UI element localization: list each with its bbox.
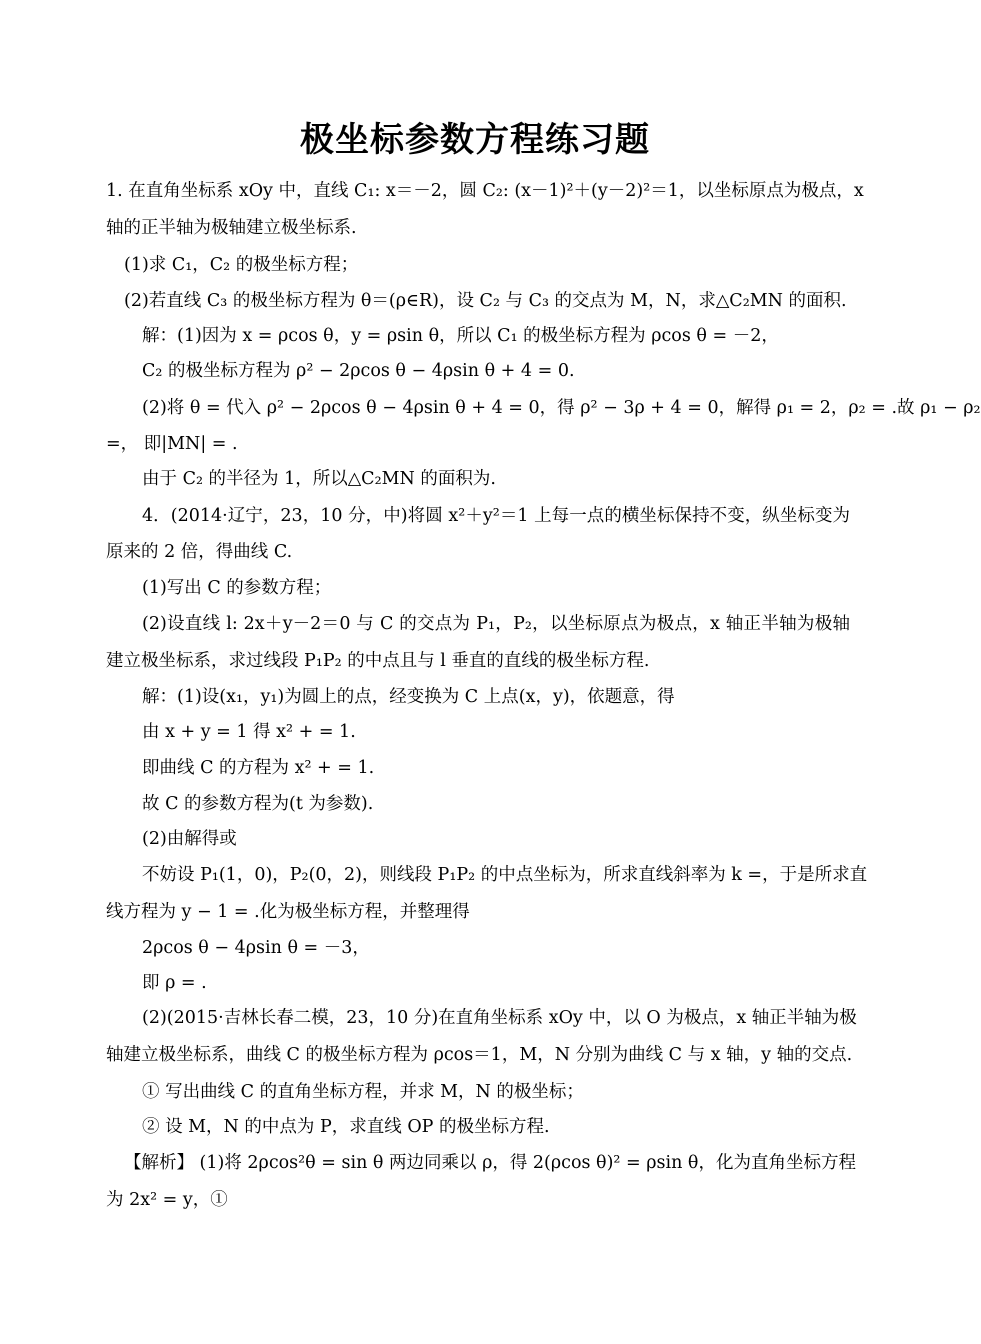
solution-1-line-3: (2)将 θ = 代入 ρ² − 2ρcos θ − 4ρsin θ + 4 = 0，得 ρ² − 3ρ + 4 = 0，解得 ρ₁ = 2，ρ₂ = .故 ρ₁ − ρ₂ [142,398,981,418]
analysis-line-2: 为 2x² = y，① [106,1190,228,1210]
solution-1-line-5: 由于 C₂ 的半径为 1，所以△C₂MN 的面积为. [142,469,496,489]
problem-4-part-2-line-2: 建立极坐标系，求过线段 P₁P₂ 的中点且与 l 垂直的直线的极坐标方程. [106,651,650,671]
solution-4-line-7: 线方程为 y − 1 = .化为极坐标方程，并整理得 [106,902,470,922]
problem-1-part-2: (2)若直线 C₃ 的极坐标方程为 θ＝(ρ∈R)，设 C₂ 与 C₃ 的交点为 M，N，求△C₂MN 的面积. [124,291,847,311]
solution-4-line-3: 即曲线 C 的方程为 x² + = 1. [142,758,375,778]
solution-4-line-2: 由 x + y = 1 得 x² + = 1. [142,722,356,742]
solution-1-line-1: 解：(1)因为 x = ρcos θ，y = ρsin θ，所以 C₁ 的极坐标方程为 ρcos θ = －2， [142,326,779,346]
solution-4-line-6: 不妨设 P₁(1，0)，P₂(0，2)，则线段 P₁P₂ 的中点坐标为，所求直线斜率为 k =，于是所求直 [142,865,868,885]
problem-1-line-2: 轴的正半轴为极轴建立极坐标系. [106,218,357,238]
problem-4-part-2-line-1: (2)设直线 l: 2x＋y－2＝0 与 C 的交点为 P₁，P₂，以坐标原点为极点，x 轴正半轴为极轴 [142,614,850,634]
page-title: 极坐标参数方程练习题 [300,120,650,160]
problem-2-part-2: ② 设 M，N 的中点为 P，求直线 OP 的极坐标方程. [142,1117,550,1137]
solution-4-line-5: (2)由解得或 [142,829,237,849]
solution-1-line-4: =， 即|MN| = . [106,434,238,454]
problem-4-part-1: (1)写出 C 的参数方程； [142,578,332,598]
solution-4-line-1: 解：(1)设(x₁，y₁)为圆上的点，经变换为 C 上点(x，y)，依题意，得 [142,687,675,707]
solution-4-line-9: 即 ρ = . [142,973,207,993]
problem-4-line-2: 原来的 2 倍，得曲线 C. [106,542,293,562]
problem-2-part-1: ① 写出曲线 C 的直角坐标方程，并求 M，N 的极坐标； [142,1082,584,1102]
solution-4-line-8: 2ρcos θ − 4ρsin θ = －3， [142,938,370,958]
analysis-line-1: 【解析】 (1)将 2ρcos²θ = sin θ 两边同乘以 ρ，得 2(ρcos θ)² = ρsin θ，化为直角坐标方程 [124,1153,856,1173]
problem-1-part-1: (1)求 C₁，C₂ 的极坐标方程； [124,255,359,275]
solution-4-line-4: 故 C 的参数方程为(t 为参数). [142,794,374,814]
problem-2-line-2: 轴建立极坐标系，曲线 C 的极坐标方程为 ρcos＝1，M，N 分别为曲线 C 与 x 轴，y 轴的交点. [106,1045,853,1065]
problem-4-line-1: 4．(2014·辽宁，23，10 分，中)将圆 x²＋y²＝1 上每一点的横坐标保持不变，纵坐标变为 [142,506,850,526]
problem-1-line-1: 1. 在直角坐标系 xOy 中，直线 C₁: x＝－2，圆 C₂: (x－1)²＋(y－2)²＝1，以坐标原点为极点，x [106,181,864,201]
solution-1-line-2: C₂ 的极坐标方程为 ρ² − 2ρcos θ − 4ρsin θ + 4 = 0. [142,361,575,381]
problem-2-line-1: (2)(2015·吉林长春二模，23，10 分)在直角坐标系 xOy 中，以 O 为极点，x 轴正半轴为极 [142,1008,857,1028]
